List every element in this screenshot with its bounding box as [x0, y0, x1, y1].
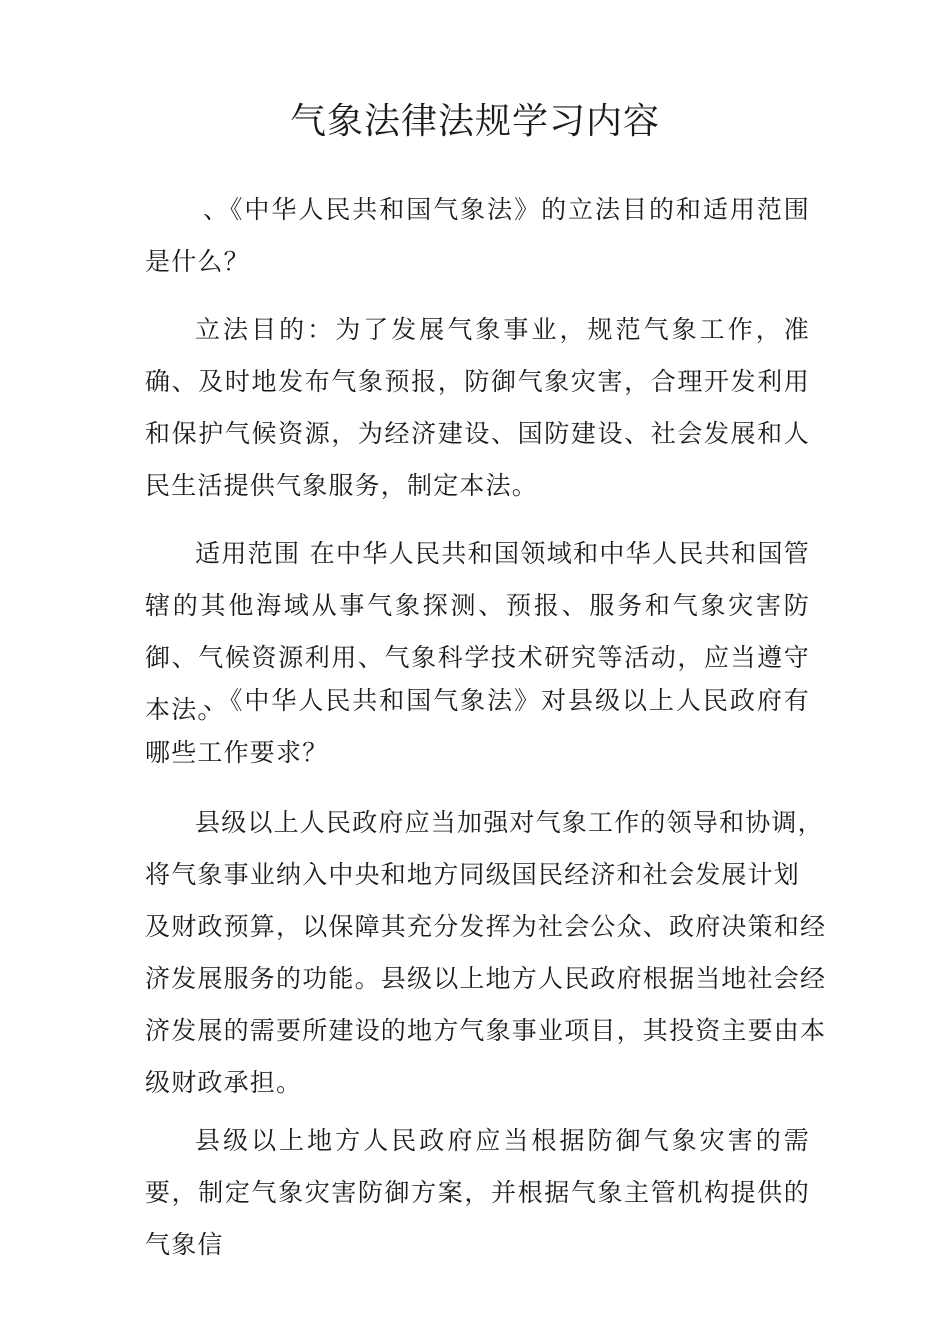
paragraph-government-requirements — [145, 797, 827, 1109]
text-line: 济发展的需要所建设的地方气象事业项目，其投资主要由本 — [145, 1016, 827, 1045]
paragraph-purpose: 立法目的：为了发展气象事业，规范气象工作，准确、及时地发布气象预报，防御气象灾害，合理开发利用和保护气候资源，为经济建设、国防建设、社会发展和人民生活提供气象服务，制定本法。 — [145, 315, 810, 500]
page-title: 气象法律法规学习内容 — [289, 101, 660, 142]
text-line: 济发展服务的功能。县级以上地方人民政府根据当地社会经 — [145, 964, 827, 993]
text-line: 县级以上人民政府应当加强对气象工作的领导和协调， — [195, 808, 824, 837]
text-line: 将气象事业纳入中央和地方同级国民经济和社会发展计划 — [145, 860, 801, 889]
paragraph-disaster-prevention: 县级以上地方人民政府应当根据防御气象灾害的需要，制定气象灾害防御方案，并根据气象主管机构提供的气象信 — [145, 1126, 810, 1259]
text-line: 级财政承担。 — [145, 1068, 303, 1097]
question-2: 、《中华人民共和国气象法》对县级以上人民政府有哪些工作要求？ — [145, 686, 810, 767]
question-1: 、《中华人民共和国气象法》的立法目的和适用范围是什么？ — [145, 195, 810, 276]
text-line: 及财政预算，以保障其充分发挥为社会公众、政府决策和经 — [145, 912, 827, 941]
paragraph-scope: 适用范围 在中华人民共和国领域和中华人民共和国管辖的其他海域从事气象探测、预报、服务和气象灾害防御、气候资源利用、气象科学技术研究等活动，应当遵守本法。 — [145, 539, 810, 724]
